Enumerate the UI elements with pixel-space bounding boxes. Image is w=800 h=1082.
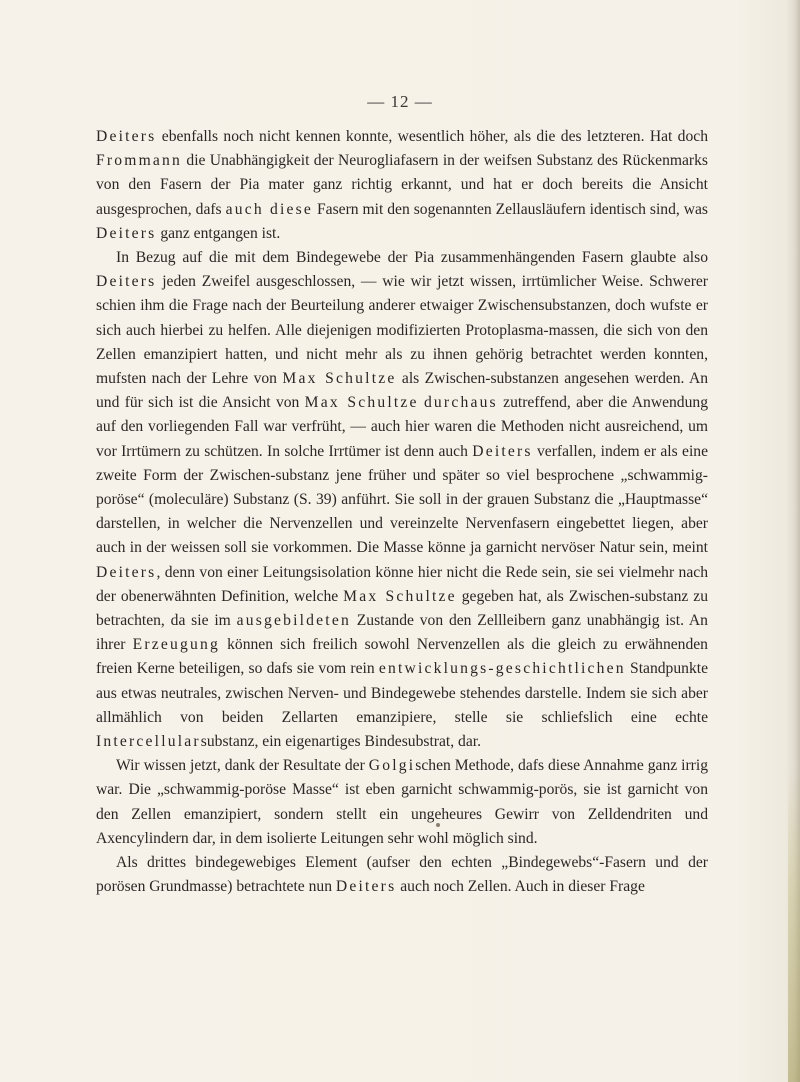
spaced-name: entwicklungs-geschichtlichen (378, 660, 626, 678)
text-run: ganz entgangen ist. (156, 224, 281, 242)
text-run: , denn von einer Leitungsisolation könne hier nicht die Rede sein, sie sei vielmehr nach der obenerwähnten Definition, welche (96, 563, 708, 605)
spaced-name: Max Schultze (282, 370, 397, 388)
text-run: substanz, ein eigenartiges Bindesubstrat, dar. (200, 733, 481, 751)
spaced-name: Deiters (96, 128, 157, 145)
text-run: als Zwischen-substanzen angesehen werden. An und für sich ist die Ansicht von (96, 370, 709, 412)
text-run: schen Methode, dafs diese Annahme ganz irrig war. Die „schwammig-poröse Masse“ ist eben garnicht schwammig-porös, sie ist garnicht von den Zellen emanzipiert, sondern stellt ein ungeheures Gewirr von Zelldendriten und Axencylindern dar, in dem isolierte Leitungen sehr wohl möglich sind. (96, 757, 708, 847)
text-run: jeden Zweifel ausgeschlossen, — wie wir jetzt wissen, irrtümlicher Weise. Schwerer schien ihm die Frage nach der Beurteilung anderer etwaiger Zwischensubstanzen, doch wufste er sich auch hierbei zu helfen. Alle diejenigen modifizierten Protoplasma-massen, die sich von den Zellen emanzipiert hatten, und nicht mehr als zu ihnen gehörig betrachtet werden konnten, mufsten nach der Lehre von (96, 273, 708, 388)
spaced-name: Deiters (96, 563, 157, 581)
spaced-name: Max Schultze (343, 587, 457, 605)
text-run: Fasern mit den sogenannten Zellausläufern identisch sind, was (313, 200, 708, 218)
spaced-name: Intercellular (96, 733, 201, 751)
page-edge-stain (788, 770, 800, 1082)
spaced-name: Max Schultze (304, 394, 419, 412)
text-run: auch noch Zellen. Auch in dieser Frage (396, 878, 645, 896)
spaced-name: Deiters (96, 224, 157, 242)
spaced-name: durchaus (423, 394, 498, 412)
spaced-name: Golgi (368, 757, 416, 775)
spaced-name: Deiters (335, 878, 397, 896)
spaced-name: auch diese (225, 200, 314, 218)
text-run: gegeben hat, als Zwischen-substanz zu betrachten, da sie im (96, 587, 709, 630)
print-speck (436, 823, 440, 827)
paragraph (96, 754, 708, 851)
text-run: Standpunkte aus etwas neutrales, zwischen Nerven- und Bindegewebe stehendes darstelle. Indem sie sich aber allmählich von beiden Zellarten emanzipiere, stelle sie schliefslich eine echte (96, 660, 708, 726)
text-run: Wir wissen jetzt, dank der Resultate der (116, 757, 369, 775)
text-run: In Bezug auf die mit dem Bindegewebe der Pia zusammenhängenden Fasern glaubte also (116, 249, 708, 267)
spaced-name: Frommann (96, 152, 183, 170)
spaced-name: Erzeugung (132, 636, 220, 654)
spaced-name: Deiters (96, 273, 157, 291)
paragraph (96, 851, 708, 899)
text-run: Zustande von den Zellleibern ganz unabhängig ist. An ihrer (96, 612, 708, 654)
body-text (96, 125, 708, 900)
page-number: — 12 — (367, 92, 433, 111)
text-run: ebenfalls noch nicht kennen konnte, wesentlich höher, als die des letzteren. Hat doch (156, 128, 708, 145)
spaced-name: Deiters (472, 442, 533, 460)
text-run: zutreffend, aber die Anwendung auf den vorliegenden Fall war verfrüht, — auch hier waren die Methoden nicht ausreichend, um vor Irrtümern zu schützen. In solche Irrtümer ist denn auch (96, 394, 708, 460)
text-run: die Unabhängigkeit der Neurogliafasern in der weifsen Substanz des Rückenmarks von den Fasern der Pia mater ganz richtig erkannt, und hat er doch bereits die Ansicht ausgesprochen, dafs (96, 152, 708, 218)
text-run: Als drittes bindegewebiges Element (aufser den echten „Bindegewebs“-Fasern und der porösen Grundmasse) betrachtete nun (96, 854, 708, 896)
text-run: verfallen, indem er als eine zweite Form der Zwischen-substanz jene früher und später so viel besprochene „schwammig-poröse“ (moleculäre) Substanz (S. 39) anführt. Sie soll in der grauen Substanz die „Hauptmasse“ darstellen, in welcher die Nervenzellen und vereinzelte Nervenfasern eingebettet liegen, aber auch in der weissen soll sie vorkommen. Die Masse könne ja garnicht nervöser Natur sein, meint (96, 442, 708, 557)
spaced-name: ausgebildeten (236, 612, 351, 630)
text-run: können sich freilich sowohl Nervenzellen als die gleich zu erwähnenden freien Kerne beteiligen, so dafs sie vom rein (96, 636, 708, 678)
paragraph (96, 246, 708, 754)
paragraph (96, 125, 708, 246)
